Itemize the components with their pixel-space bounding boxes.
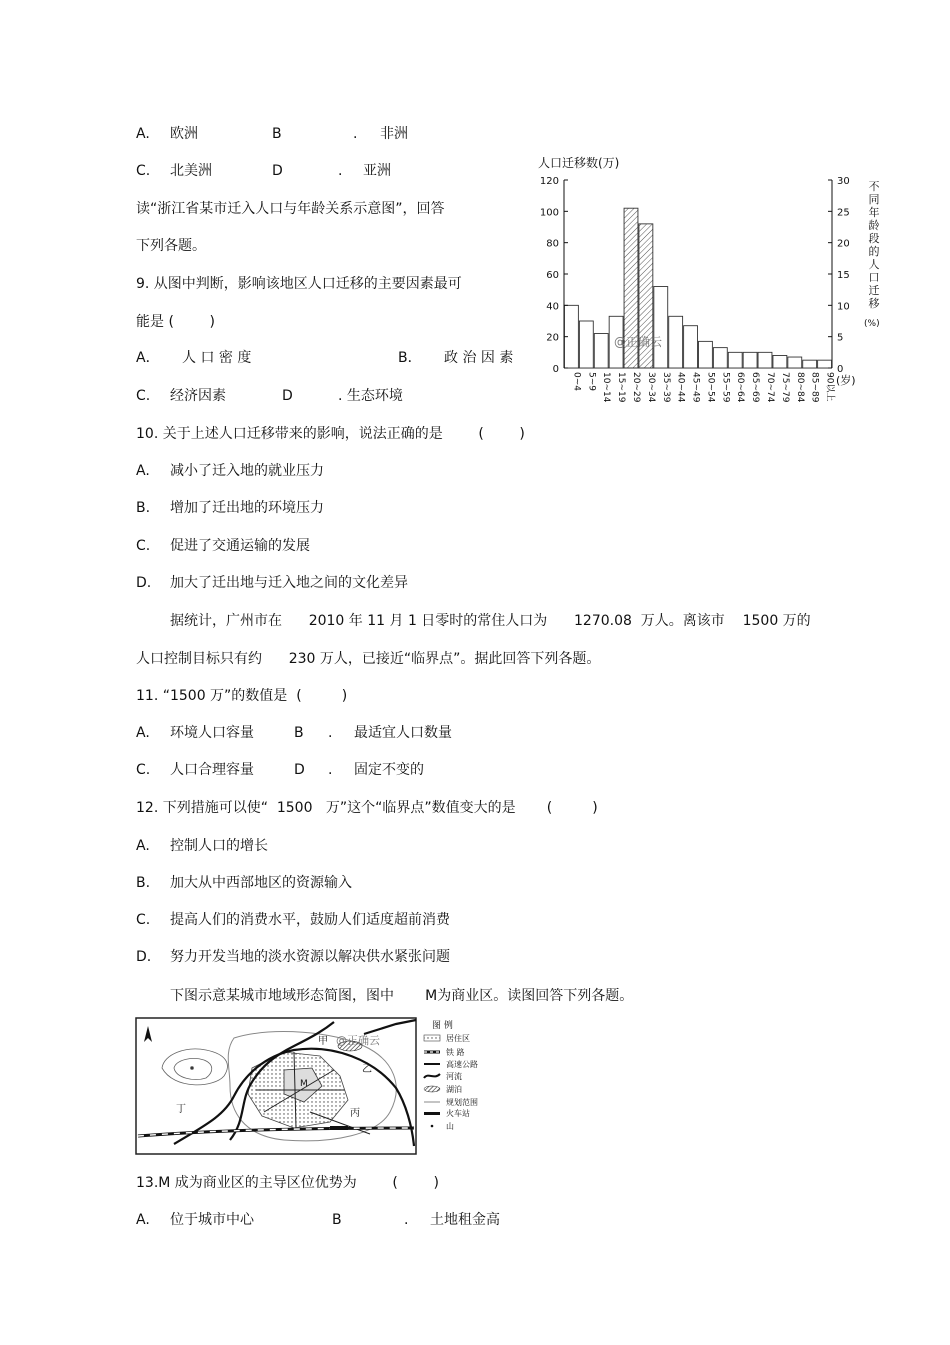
map-label-jia: 甲 [318,1036,328,1047]
q10-option-c-letter: C. [136,538,151,554]
migration-age-chart [528,150,888,415]
y2-tick-label: 5 [837,332,844,344]
bar [669,316,683,368]
x-tick-label: 15~19 [616,372,627,403]
legend-item: 火车站 [446,1109,470,1118]
chart-bars [565,208,832,368]
bar [594,334,608,368]
y-tick-label: 40 [546,301,559,313]
bar [773,355,787,368]
q8-option-d-text: 亚洲 [363,163,391,179]
q12-option-d-text: 努力开发当地的淡水资源以解决供水紧张问题 [170,949,450,965]
legend-item: 高速公路 [446,1060,478,1069]
bar [803,360,817,368]
passage-guangzhou-line1: 据统计，广州市在 2010 年 11 月 1 日零时的常住人口为 1270.08 万人。离该市 1500 万的 [170,613,811,629]
chart-title: 人口迁移数(万) [538,156,620,170]
q9-option-a-text: 人 口 密 度 [182,350,252,366]
q11-option-d-letter: D [294,762,305,778]
x-tick-label: 85~89 [809,372,820,403]
bar [713,348,727,368]
legend-item: 河流 [446,1072,462,1081]
q12-option-b-letter: B. [136,875,151,891]
train-station-icon [330,1126,348,1130]
x-tick-label: 90以上 [824,372,835,402]
chart-watermark: @正确云 [614,335,663,349]
q11-option-c-letter: C. [136,762,151,778]
x-tick-label: 5~9 [586,372,597,391]
y2-tick-label: 25 [837,207,850,219]
q9-option-d-letter: D [282,388,293,404]
passage-guangzhou-line2: 人口控制目标只有约 230 万人，已接近“临界点”。据此回答下列各题。 [136,651,601,667]
q11-option-b-letter: B [294,725,304,741]
q11-option-d-text: 固定不变的 [354,762,424,778]
q8-option-b-dot: . [353,126,358,142]
legend-item: 居住区 [446,1034,470,1043]
x-tick-label: 50~54 [705,372,716,403]
y-tick-label: 80 [546,238,559,250]
q8-option-c-text: 北美洲 [170,163,212,179]
y-tick-label: 60 [546,270,559,281]
x-tick-label: 40~44 [675,372,686,403]
q13-option-b-letter: B [332,1212,342,1228]
map-legend [424,1033,478,1131]
y-tick-label: 20 [546,332,559,344]
y2-tick-label: 0 [837,364,844,375]
x-tick-label: 0~4 [571,372,582,391]
q11-option-c-text: 人口合理容量 [170,762,254,778]
chart-y2-unit: (%) [864,319,880,329]
map-intro: 下图示意某城市地域形态简图，图中 M为商业区。读图回答下列各题。 [170,988,634,1004]
q12-option-b-text: 加大从中西部地区的资源输入 [170,875,352,891]
chart-y2-label: 不同年龄段的人口迁移 [868,180,880,310]
legend-item: 湖泊 [446,1085,462,1094]
q11-option-b-dot: . [328,725,333,741]
bar [818,360,832,368]
q8-option-a-letter: A. [136,126,150,142]
x-tick-label: 35~39 [660,372,671,403]
map-watermark: @正确云 [336,1034,380,1047]
legend-item: 规划范围 [446,1098,478,1107]
q10-option-b-text: 增加了迁出地的环境压力 [170,500,324,516]
x-tick-label: 80~84 [794,372,805,403]
q10-stem: 10. 关于上述人口迁移带来的影响，说法正确的是 ( ) [136,426,525,442]
map-label-ding: 丁 [176,1104,186,1115]
q13-option-b-text: 土地租金高 [430,1212,500,1228]
q11-stem: 11. “1500 万”的数值是 ( ) [136,688,348,704]
q10-option-a-letter: A. [136,463,150,479]
y2-tick-label: 20 [837,238,850,250]
q10-option-a-text: 减小了迁入地的就业压力 [170,463,324,479]
q9-option-c-letter: C. [136,388,151,404]
q12-option-a-text: 控制人口的增长 [170,838,268,854]
chart-intro-line1: 读“浙江省某市迁入人口与年龄关系示意图”，回答 [136,201,445,217]
bar [758,352,772,368]
q11-option-b-text: 最适宜人口数量 [354,725,452,741]
q12-option-c-letter: C. [136,912,151,928]
chart-intro-line2: 下列各题。 [136,238,206,254]
y-tick-label: 0 [552,364,559,375]
q10-option-d-letter: D. [136,575,152,591]
map-label-bing: 丙 [350,1108,360,1119]
q9-option-b-letter: B． [398,350,422,366]
y-tick-label: 100 [539,207,559,219]
x-tick-label: 45~49 [690,372,701,403]
x-tick-label: 70~74 [765,372,775,403]
q10-option-d-text: 加大了迁出地与迁入地之间的文化差异 [170,575,408,591]
q8-option-c-letter: C. [136,163,151,179]
q8-option-d-dot: . [338,163,343,179]
q9-option-c-text: 经济因素 [170,388,226,404]
y-tick-label: 120 [539,176,559,187]
q13-option-b-dot: . [404,1212,409,1228]
x-tick-label: 75~79 [779,372,790,403]
q8-option-b-letter: B [272,126,282,142]
x-tick-label: 65~69 [750,372,761,403]
chart-x-unit: (岁) [836,374,856,387]
q13-stem: 13.M 成为商业区的主导区位优势为 ( ) [136,1175,439,1191]
q12-option-c-text: 提高人们的消费水平，鼓励人们适度超前消费 [170,912,450,928]
bar [654,287,668,368]
x-tick-label: 55~59 [720,372,731,403]
map-label-yi: 乙 [362,1064,372,1075]
bar [728,352,742,368]
bar [788,357,802,368]
bar [699,341,713,368]
x-tick-label: 60~64 [735,372,746,403]
q11-option-a-text: 环境人口容量 [170,725,254,741]
q10-option-c-text: 促进了交通运输的发展 [170,538,310,554]
y2-tick-label: 15 [837,270,850,281]
x-tick-label: 10~14 [601,372,612,403]
legend-item: 山 [446,1122,454,1131]
y2-tick-label: 10 [837,301,850,313]
q9-option-d-text: . 生态环境 [338,388,403,404]
q9-option-a-letter: A． [136,350,160,366]
q13-option-a-text: 位于城市中心 [170,1212,254,1228]
q9-stem-line1: 9. 从图中判断，影响该地区人口迁移的主要因素最可 [136,276,462,292]
q8-option-b-text: 非洲 [380,126,408,142]
bar [743,352,757,368]
legend-item: 铁 路 [446,1048,465,1057]
x-tick-label: 20~29 [631,372,641,403]
bar [684,326,698,368]
q12-stem: 12. 下列措施可以使“ 1500 万”这个“临界点”数值变大的是 ( ) [136,800,598,816]
q11-option-a-letter: A. [136,725,150,741]
q12-option-d-letter: D. [136,949,152,965]
q13-option-a-letter: A. [136,1212,150,1228]
q9-option-b-text: 政 治 因 素 [444,350,514,366]
map-label-m: M [300,1079,308,1089]
q9-stem-line2: 能是 ( ) [136,314,215,330]
q8-option-a-text: 欧洲 [170,126,198,142]
y2-tick-label: 30 [837,176,850,187]
bar [579,321,593,368]
chart-ticks [540,176,850,403]
city-form-map [134,1016,496,1158]
q10-option-b-letter: B. [136,500,151,516]
q12-option-a-letter: A. [136,838,150,854]
q8-option-d-letter: D [272,163,283,179]
map-legend-title: 图 例 [432,1021,453,1031]
q11-option-d-dot: . [328,762,333,778]
x-tick-label: 30~34 [645,372,656,403]
